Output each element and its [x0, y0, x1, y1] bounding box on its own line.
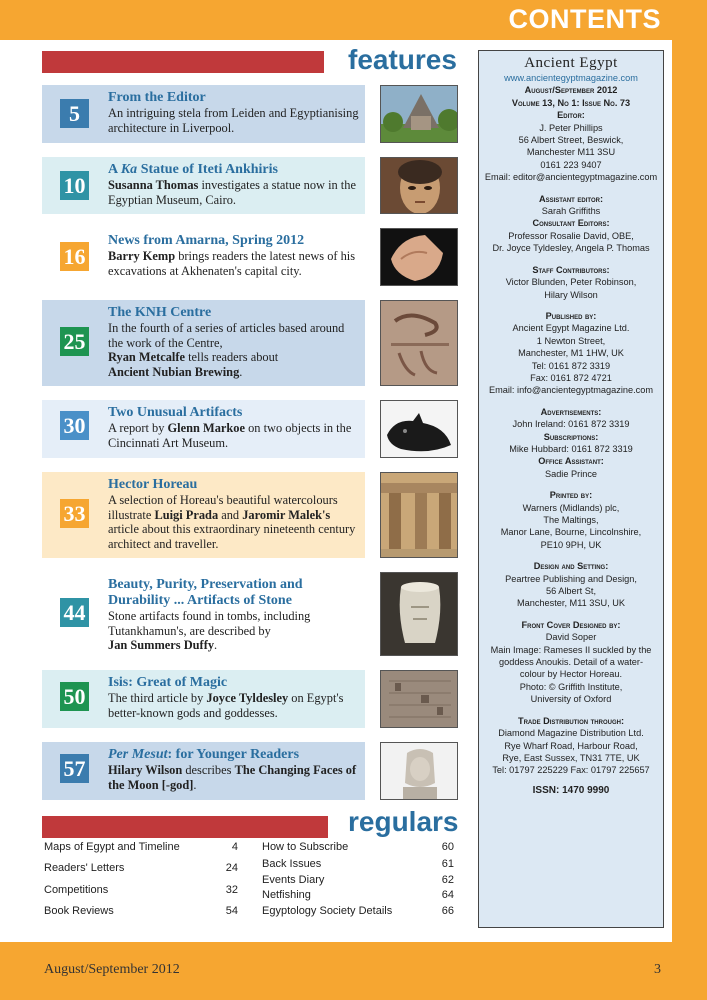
editor-line: J. Peter Phillips: [539, 122, 603, 133]
feature-page-number: 50: [60, 682, 89, 711]
feature-item[interactable]: [42, 670, 365, 728]
issn: ISSN: 1470 9990: [532, 784, 610, 796]
adverts-label: Advertisements:: [540, 406, 602, 417]
consultant-label: Consultant Editors:: [532, 218, 610, 229]
feature-description: Susanna Thomas investigates a statue now in the Egyptian Museum, Cairo.: [108, 178, 356, 207]
feature-title: Beauty, Purity, Preservation and Durability ... Artifacts of Stone: [108, 577, 303, 608]
adverts-contact: John Ireland: 0161 872 3319: [512, 419, 630, 430]
subs-label: Subscriptions:: [543, 431, 599, 442]
editor-label: Editor:: [557, 110, 585, 121]
design-line: Manchester, M11 3SU, UK: [516, 598, 626, 609]
cover-label: Front Cover Designed by:: [521, 619, 621, 630]
published-line: Manchester, M1 1HW, UK: [518, 348, 624, 359]
feature-description: Hilary Wilson describes The Changing Faces of the Moon [-god].: [108, 763, 357, 792]
regular-item[interactable]: How to Subscribe 60: [262, 841, 454, 853]
issue-date: August/September 2012: [524, 85, 618, 96]
published-email[interactable]: Email: info@ancientegyptmagazine.com: [488, 385, 654, 396]
regular-item[interactable]: Readers' Letters 24: [44, 862, 238, 874]
feature-item[interactable]: [42, 400, 365, 458]
contents-heading: CONTENTS: [508, 4, 661, 34]
feature-description: A selection of Horeau's beautiful watercolours illustrate Luigi Prada and Jaromir Malek's article about this extraordinary nineteenth century architect and traveller.: [108, 493, 356, 551]
editor-line: Manchester M11 3SU: [526, 147, 616, 158]
feature-page-number: 5: [60, 99, 89, 128]
cover-line: University of Oxford: [530, 694, 612, 705]
cover-line: goddess Anoukis. Detail of a water-: [498, 657, 644, 668]
asst-editor-label: Assistant editor:: [538, 193, 604, 204]
cat-figure-image: [380, 400, 458, 458]
feature-item[interactable]: [42, 300, 365, 386]
feature-page-number: 25: [60, 327, 89, 356]
trade-line: Diamond Magazine Distribution Ltd.: [498, 728, 644, 739]
regular-item[interactable]: Events Diary 62: [262, 874, 454, 886]
design-line: 56 Albert St,: [545, 586, 597, 597]
published-line: Fax: 0161 872 4721: [530, 372, 612, 383]
website-link[interactable]: www.ancientegyptmagazine.com: [504, 73, 638, 83]
printed-line: The Maltings,: [543, 515, 599, 525]
masthead-sidebar: [478, 50, 664, 928]
footer-page-number: 3: [654, 962, 661, 977]
published-line: 1 Newton Street,: [536, 335, 606, 346]
regulars-bar: [42, 816, 328, 838]
consultant-line: Dr. Joyce Tyldesley, Angela P. Thomas: [492, 243, 650, 254]
temple-watercolour-image: [380, 472, 458, 558]
feature-page-number: 10: [60, 171, 89, 200]
feature-page-number: 30: [60, 411, 89, 440]
features-bar: [42, 51, 324, 73]
feature-item[interactable]: [42, 572, 365, 656]
editor-line: 56 Albert Street, Beswick,: [518, 135, 624, 146]
regular-item[interactable]: Back Issues 61: [262, 858, 454, 870]
regular-item[interactable]: Competitions 32: [44, 884, 238, 896]
feature-title: The KNH Centre: [108, 305, 212, 320]
published-line: Tel: 0161 872 3319: [531, 360, 611, 371]
feature-page-number: 57: [60, 754, 89, 783]
feature-description: Stone artifacts found in tombs, including Tutankhamun's, are described by Jan Summers Duffy.: [108, 609, 311, 653]
feature-title: Per Mesut: for Younger Readers: [108, 747, 300, 762]
pyramid-image: [380, 85, 458, 143]
trade-label: Trade Distribution through:: [517, 715, 625, 726]
feature-page-number: 33: [60, 499, 89, 528]
staff-line: Hilary Wilson: [544, 289, 598, 300]
feature-item[interactable]: [42, 228, 365, 286]
feature-page-number: 16: [60, 242, 89, 271]
subs-contact: Mike Hubbard: 0161 872 3319: [509, 443, 633, 454]
feature-description: A report by Glenn Markoe on two objects in the Cincinnati Art Museum.: [108, 421, 352, 450]
feature-title: Hector Horeau: [108, 477, 198, 492]
regular-item[interactable]: Maps of Egypt and Timeline 4: [44, 841, 238, 853]
trade-line: Rye, East Sussex, TN31 7TE, UK: [502, 752, 640, 763]
office-contact: Sadie Prince: [544, 468, 598, 479]
feature-description: An intriguing stela from Leiden and Egyptianising architecture in Liverpool.: [108, 106, 359, 135]
office-label: Office Assistant:: [538, 456, 604, 467]
staff-label: Staff Contributors:: [532, 264, 610, 275]
magazine-title: Ancient Egypt: [524, 55, 618, 71]
design-line: Peartree Publishing and Design,: [505, 573, 637, 584]
features-title: features: [348, 44, 457, 75]
asst-editor: Sarah Griffiths: [541, 206, 601, 217]
regular-item[interactable]: Book Reviews 54: [44, 905, 238, 917]
printed-line: Warners (Midlands) plc,: [522, 502, 620, 513]
staff-line: Victor Blunden, Peter Robinson,: [505, 277, 637, 288]
feature-description: Barry Kemp brings readers the latest news of his excavations at Akhenaten's capital city.: [108, 249, 356, 278]
feature-title: Two Unusual Artifacts: [108, 405, 243, 420]
printed-line: PE10 9PH, UK: [540, 539, 602, 550]
volume-info: Volume 13, No 1: Issue No. 73: [511, 97, 631, 108]
feature-title: A Ka Statue of Iteti Ankhiris: [108, 162, 278, 177]
feature-item[interactable]: [42, 85, 365, 143]
cover-line: Main Image: Rameses II suckled by the: [490, 644, 652, 655]
feature-item[interactable]: [42, 157, 365, 214]
cover-designer: David Soper: [545, 632, 597, 643]
feature-title: From the Editor: [108, 90, 206, 105]
feature-item[interactable]: [42, 742, 365, 800]
trade-line: Rye Wharf Road, Harbour Road,: [504, 740, 638, 751]
published-line: Ancient Egypt Magazine Ltd.: [512, 323, 630, 334]
feature-item[interactable]: [42, 472, 365, 558]
trade-line: Tel: 01797 225229 Fax: 01797 225657: [492, 765, 650, 776]
feature-description: In the fourth of a series of articles based around the work of the Centre, Ryan Metcalfe tells readers about Ancient Nubian Brewing.: [108, 321, 345, 379]
stone-fragment-image: [380, 228, 458, 286]
statue-head-image: [380, 157, 458, 214]
relief-image: [380, 300, 458, 386]
consultant-line: Professor Rosalie David, OBE,: [508, 230, 634, 241]
design-label: Design and Setting:: [533, 561, 609, 572]
printed-label: Printed by:: [549, 490, 593, 501]
cover-line: colour by Hector Horeau.: [519, 669, 623, 680]
editor-line: 0161 223 9407: [540, 159, 602, 170]
pharaoh-statue-image: [380, 742, 458, 800]
regular-item[interactable]: Egyptology Society Details 66: [262, 905, 454, 917]
feature-page-number: 44: [60, 598, 89, 627]
regulars-title: regulars: [348, 806, 459, 837]
footer-date: August/September 2012: [44, 962, 180, 977]
hieroglyph-relief-image: [380, 670, 458, 728]
feature-title: News from Amarna, Spring 2012: [108, 233, 305, 248]
feature-description: The third article by Joyce Tyldesley on Egypt's better-known gods and goddesses.: [108, 691, 344, 720]
published-label: Published by:: [545, 310, 597, 321]
alabaster-vase-image: [380, 572, 458, 656]
regular-item[interactable]: Netfishing 64: [262, 889, 454, 901]
printed-line: Manor Lane, Bourne, Lincolnshire,: [500, 527, 642, 538]
feature-title: Isis: Great of Magic: [108, 675, 228, 690]
cover-line: Photo: © Griffith Institute,: [519, 681, 623, 692]
editor-email[interactable]: Email: editor@ancientegyptmagazine.com: [484, 172, 658, 183]
